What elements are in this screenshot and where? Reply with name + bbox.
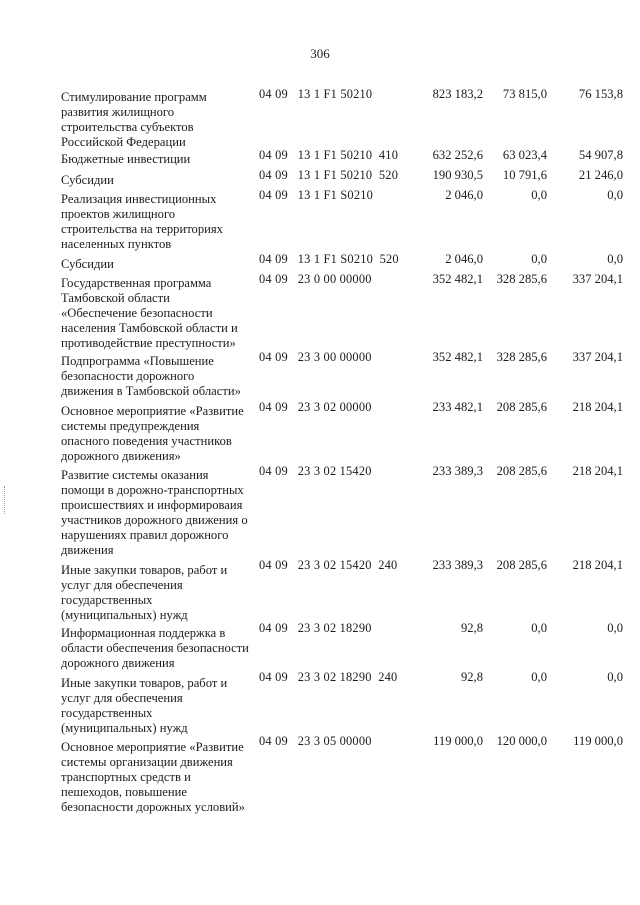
row-value-3: 218 204,1 <box>572 558 623 572</box>
row-value-2: 0,0 <box>531 621 547 635</box>
row-value-3: 218 204,1 <box>572 464 623 478</box>
row-codes: 04 09 23 3 05 00000 <box>259 734 372 748</box>
row-codes: 04 09 23 3 02 18290 240 <box>259 670 398 684</box>
row-value-1: 119 000,0 <box>433 734 483 748</box>
row-name: Субсидии <box>61 173 114 187</box>
row-codes: 04 09 23 3 02 00000 <box>259 400 372 414</box>
row-name: Иные закупки товаров, работ и услуг для обеспечения государственных (муниципальных) нужд <box>61 676 228 735</box>
row-value-2: 328 285,6 <box>496 272 547 286</box>
row-name: Реализация инвестиционных проектов жилищного строительства на территориях населенных пунктов <box>61 192 223 251</box>
row-name: Бюджетные инвестиции <box>61 152 191 166</box>
row-value-1: 190 930,5 <box>432 168 483 182</box>
row-value-1: 2 046,0 <box>445 188 483 202</box>
row-name: Подпрограмма «Повышение безопасности дорожного движения в Тамбовской области» <box>61 354 241 398</box>
row-value-1: 233 389,3 <box>432 464 483 478</box>
row-value-3: 54 907,8 <box>578 148 623 162</box>
row-codes: 04 09 13 1 F1 50210 520 <box>259 168 399 182</box>
row-value-3: 76 153,8 <box>578 87 623 101</box>
row-value-3: 0,0 <box>607 252 623 266</box>
row-value-2: 208 285,6 <box>496 464 547 478</box>
row-value-3: 0,0 <box>607 188 623 202</box>
row-value-3: 218 204,1 <box>572 400 623 414</box>
row-codes: 04 09 23 0 00 00000 <box>259 272 372 286</box>
row-name: Государственная программа Тамбовской области «Обеспечение безопасности населения Тамбовской области и противодействие преступности» <box>61 276 238 350</box>
row-value-1: 92,8 <box>460 670 483 684</box>
row-value-1: 233 482,1 <box>432 400 483 414</box>
row-codes: 04 09 13 1 F1 50210 410 <box>259 148 399 162</box>
row-codes: 04 09 23 3 02 15420 240 <box>259 558 398 572</box>
row-value-1: 2 046,0 <box>445 252 483 266</box>
row-value-3: 21 246,0 <box>578 168 623 182</box>
row-codes: 04 09 23 3 02 15420 <box>259 464 372 478</box>
row-value-2: 208 285,6 <box>496 400 547 414</box>
row-value-3: 337 204,1 <box>572 272 623 286</box>
row-value-2: 208 285,6 <box>496 558 547 572</box>
row-value-2: 63 023,4 <box>502 148 547 162</box>
row-codes: 04 09 13 1 F1 S0210 520 <box>259 252 399 266</box>
row-codes: 04 09 13 1 F1 S0210 <box>259 188 374 202</box>
row-name: Субсидии <box>61 257 114 271</box>
row-name: Стимулирование программ развития жилищного строительства субъектов Российской Федерации <box>61 90 207 149</box>
row-value-1: 632 252,6 <box>432 148 483 162</box>
row-value-1: 352 482,1 <box>432 272 483 286</box>
row-value-3: 0,0 <box>607 670 623 684</box>
row-value-2: 73 815,0 <box>502 87 547 101</box>
row-name: Основное мероприятие «Развитие системы организации движения транспортных средств и пешеходов, повышение безопасности дорожных условий» <box>61 740 245 814</box>
row-name: Информационная поддержка в области обеспечения безопасности дорожного движения <box>61 626 249 670</box>
row-value-2: 10 791,6 <box>502 168 547 182</box>
row-name: Иные закупки товаров, работ и услуг для обеспечения государственных (муниципальных) нужд <box>61 563 228 622</box>
row-codes: 04 09 23 3 00 00000 <box>259 350 372 364</box>
row-value-3: 0,0 <box>607 621 623 635</box>
row-value-3: 119 000,0 <box>573 734 623 748</box>
row-value-2: 120 000,0 <box>496 734 547 748</box>
row-value-1: 92,8 <box>460 621 483 635</box>
row-codes: 04 09 13 1 F1 50210 <box>259 87 373 101</box>
row-value-1: 233 389,3 <box>432 558 483 572</box>
page-number: 306 <box>310 46 330 61</box>
row-value-3: 337 204,1 <box>572 350 623 364</box>
row-codes: 04 09 23 3 02 18290 <box>259 621 372 635</box>
row-value-1: 823 183,2 <box>432 87 483 101</box>
row-value-2: 0,0 <box>531 670 547 684</box>
row-value-2: 328 285,6 <box>496 350 547 364</box>
row-value-2: 0,0 <box>531 188 547 202</box>
row-value-2: 0,0 <box>531 252 547 266</box>
row-name: Основное мероприятие «Развитие системы предупреждения опасного поведения участников дорожного движения» <box>61 404 244 463</box>
row-name: Развитие системы оказания помощи в дорожно-транспортных происшествиях и информироваия участников дорожного движения о нарушениях правил дорожного движения <box>61 468 248 557</box>
row-value-1: 352 482,1 <box>432 350 483 364</box>
